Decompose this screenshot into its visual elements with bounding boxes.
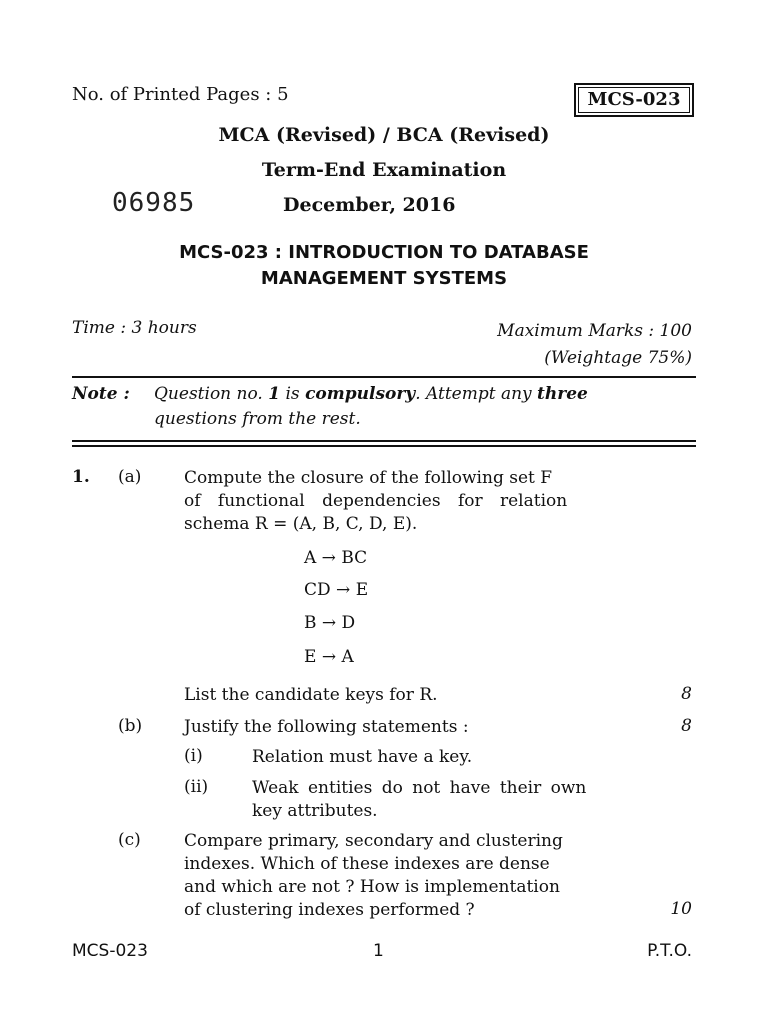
note-top-rule <box>72 376 696 378</box>
note-bottom-rule-1 <box>72 440 696 442</box>
part-a-line3: schema R = (A, B, C, D, E). <box>184 514 418 534</box>
note-compulsory: compulsory <box>305 384 416 404</box>
part-b-item-i-text: Relation must have a key. <box>252 747 473 767</box>
course-title-line2: MANAGEMENT SYSTEMS <box>260 268 508 289</box>
note-three: three <box>537 384 588 404</box>
footer-pto: P.T.O. <box>647 941 692 961</box>
course-title-line1: MCS-023 : INTRODUCTION TO DATABASE <box>179 242 589 263</box>
time-allowed: Time : 3 hours <box>72 318 197 338</box>
part-c-label: (c) <box>118 830 141 850</box>
exam-session: December, 2016 <box>283 194 456 216</box>
note-question-number: 1 <box>268 384 281 404</box>
part-c-line4: of clustering indexes performed ? <box>184 900 475 920</box>
paper-code-box: MCS-023 <box>574 83 694 117</box>
part-c-marks: 10 <box>670 899 692 919</box>
question-number: 1. <box>72 467 90 487</box>
part-c-text <box>184 830 644 922</box>
part-a-line1: Compute the closure of the following set F <box>184 468 553 488</box>
part-a-marks: 8 <box>681 684 692 704</box>
part-c-line2: indexes. Which of these indexes are dense <box>184 854 550 874</box>
footer-page-number: 1 <box>373 941 384 961</box>
note-text-c: . Attempt any <box>415 384 532 404</box>
part-c-line1: Compare primary, secondary and clustering <box>184 831 563 851</box>
note-bottom-rule-2 <box>72 445 696 447</box>
instructions-note <box>72 382 696 432</box>
note-text-b: is <box>285 384 300 404</box>
maximum-marks: Maximum Marks : 100 <box>497 321 692 341</box>
programme-title: MCA (Revised) / BCA (Revised) <box>218 124 550 146</box>
note-text-line2: questions from the rest. <box>154 409 361 429</box>
part-b-item-ii-number: (ii) <box>184 777 209 797</box>
part-b-label: (b) <box>118 716 143 736</box>
part-b-marks: 8 <box>681 716 692 736</box>
exam-title: Term-End Examination <box>261 159 507 181</box>
part-a-task: List the candidate keys for R. <box>184 685 438 705</box>
part-b-item-i-number: (i) <box>184 746 203 766</box>
part-a-label: (a) <box>118 467 142 487</box>
dependency-4: E → A <box>304 647 354 667</box>
part-a-line2: of functional dependencies for relation <box>184 491 568 511</box>
serial-number: 06985 <box>112 188 196 218</box>
part-a-text <box>184 467 644 536</box>
marks-block <box>497 318 692 372</box>
dependency-3: B → D <box>304 613 356 633</box>
weightage: (Weightage 75%) <box>544 348 692 368</box>
part-b-item-ii-line1: Weak entities do not have their own <box>252 778 587 798</box>
note-text-a: Question no. <box>154 384 263 404</box>
part-c-line3: and which are not ? How is implementation <box>184 877 560 897</box>
note-label: Note : <box>72 384 130 404</box>
part-b-text: Justify the following statements : <box>184 717 469 737</box>
dependency-1: A → BC <box>304 548 368 568</box>
dependency-2: CD → E <box>304 580 369 600</box>
footer-paper-code: MCS-023 <box>72 941 148 961</box>
part-b-item-ii-line2: key attributes. <box>252 801 378 821</box>
printed-pages-count: No. of Printed Pages : 5 <box>72 84 289 105</box>
part-b-item-ii-text <box>252 777 644 823</box>
course-title <box>0 240 768 292</box>
